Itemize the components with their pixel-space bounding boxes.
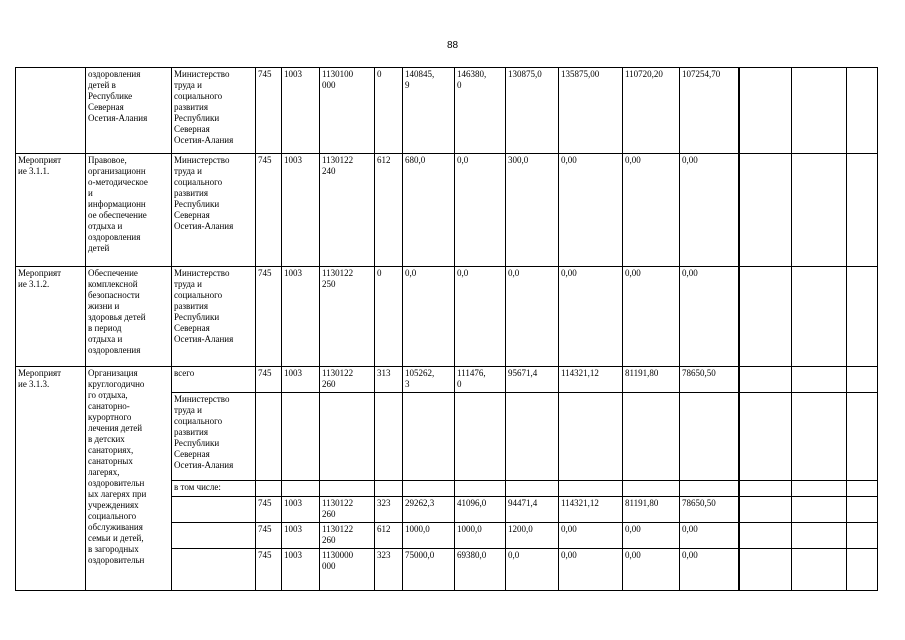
executor-cell: в том числе: — [172, 481, 256, 497]
value-cell: 78650,50 — [680, 367, 739, 393]
value-cell: 94471,4 — [506, 497, 559, 523]
value-cell: 0,00 — [559, 549, 623, 591]
empty-cell — [375, 481, 403, 497]
rz-cell: 1003 — [282, 154, 320, 267]
value-cell: 1000,0 — [403, 523, 455, 549]
empty-cell — [792, 523, 847, 549]
value-cell: 0,00 — [559, 154, 623, 267]
value-cell: 300,0 — [506, 154, 559, 267]
empty-cell — [506, 481, 559, 497]
empty-cell — [847, 393, 878, 481]
value-cell: 0,00 — [680, 549, 739, 591]
empty-cell — [739, 481, 792, 497]
empty-cell — [623, 393, 680, 481]
empty-cell — [455, 393, 506, 481]
empty-cell — [792, 549, 847, 591]
vr-cell: 323 — [375, 549, 403, 591]
rz-cell: 1003 — [282, 523, 320, 549]
empty-cell — [792, 68, 847, 154]
empty-cell — [792, 267, 847, 367]
grbs-cell: 745 — [256, 267, 282, 367]
empty-cell — [847, 154, 878, 267]
csr-cell: 1130122 260 — [320, 497, 375, 523]
grbs-cell: 745 — [256, 497, 282, 523]
empty-cell — [847, 523, 878, 549]
value-cell: 0,00 — [559, 267, 623, 367]
rz-cell: 1003 — [282, 549, 320, 591]
executor-cell — [172, 497, 256, 523]
csr-cell: 1130122 260 — [320, 523, 375, 549]
value-cell: 0,0 — [403, 267, 455, 367]
empty-cell — [282, 481, 320, 497]
event-name-cell: оздоровления детей в Республике Северная Осетия-Алания — [86, 68, 172, 154]
empty-cell — [847, 68, 878, 154]
table-row — [16, 367, 878, 393]
executor-cell — [172, 549, 256, 591]
value-cell: 0,00 — [623, 267, 680, 367]
vr-cell: 323 — [375, 497, 403, 523]
empty-cell — [847, 367, 878, 393]
value-cell: 78650,50 — [680, 497, 739, 523]
empty-cell — [623, 481, 680, 497]
empty-cell — [256, 393, 282, 481]
empty-cell — [792, 497, 847, 523]
empty-cell — [403, 393, 455, 481]
value-cell: 0,00 — [623, 523, 680, 549]
vr-cell: 313 — [375, 367, 403, 393]
empty-cell — [320, 481, 375, 497]
rz-cell: 1003 — [282, 497, 320, 523]
empty-cell — [680, 481, 739, 497]
value-cell: 0,00 — [559, 523, 623, 549]
vr-cell: 0 — [375, 267, 403, 367]
value-cell: 29262,3 — [403, 497, 455, 523]
empty-cell — [256, 481, 282, 497]
empty-cell — [739, 393, 792, 481]
empty-cell — [792, 367, 847, 393]
empty-cell — [739, 154, 792, 267]
table-row — [16, 154, 878, 267]
empty-cell — [739, 523, 792, 549]
value-cell: 146380, 0 — [455, 68, 506, 154]
value-cell: 1000,0 — [455, 523, 506, 549]
executor-cell: Министерство труда и социального развития Республики Северная Осетия-Алания — [172, 68, 256, 154]
table-row — [16, 68, 878, 154]
value-cell: 0,00 — [680, 154, 739, 267]
code-cell — [16, 68, 86, 154]
empty-cell — [506, 393, 559, 481]
rz-cell: 1003 — [282, 267, 320, 367]
page-number: 88 — [446, 40, 459, 51]
value-cell: 0,0 — [506, 267, 559, 367]
empty-cell — [792, 393, 847, 481]
code-cell: Мероприят ие 3.1.1. — [16, 154, 86, 267]
grbs-cell: 745 — [256, 68, 282, 154]
empty-cell — [375, 393, 403, 481]
empty-cell — [559, 393, 623, 481]
value-cell: 0,00 — [680, 523, 739, 549]
value-cell: 114321,12 — [559, 367, 623, 393]
value-cell: 680,0 — [403, 154, 455, 267]
vr-cell: 612 — [375, 154, 403, 267]
value-cell: 0,0 — [506, 549, 559, 591]
empty-cell — [320, 393, 375, 481]
event-name-cell: Обеспечение комплексной безопасности жизни и здоровья детей в период отдыха и оздоровления — [86, 267, 172, 367]
code-cell: Мероприят ие 3.1.3. — [16, 367, 86, 591]
grbs-cell: 745 — [256, 367, 282, 393]
csr-cell: 1130100 000 — [320, 68, 375, 154]
value-cell: 140845, 9 — [403, 68, 455, 154]
executor-cell: Министерство труда и социального развития Республики Северная Осетия-Алания — [172, 393, 256, 481]
grbs-cell: 745 — [256, 549, 282, 591]
event-name-cell: Организация круглогодично го отдыха, санаторно- курортного лечения детей в детских санаториях, санаторных лагерях, оздоровительн ых лагерях при учреждениях социального обслуживания семьи и детей, в загородных оздоровительн — [86, 367, 172, 591]
grbs-cell: 745 — [256, 523, 282, 549]
value-cell: 0,0 — [455, 154, 506, 267]
value-cell: 69380,0 — [455, 549, 506, 591]
value-cell: 114321,12 — [559, 497, 623, 523]
value-cell: 130875,0 — [506, 68, 559, 154]
value-cell: 105262, 3 — [403, 367, 455, 393]
csr-cell: 1130122 250 — [320, 267, 375, 367]
empty-cell — [282, 393, 320, 481]
executor-cell — [172, 523, 256, 549]
empty-cell — [559, 481, 623, 497]
event-name-cell: Правовое, организационн о-методическое и информационн ое обеспечение отдыха и оздоровления детей — [86, 154, 172, 267]
grbs-cell: 745 — [256, 154, 282, 267]
value-cell: 0,00 — [623, 549, 680, 591]
value-cell: 95671,4 — [506, 367, 559, 393]
empty-cell — [739, 549, 792, 591]
value-cell: 81191,80 — [623, 367, 680, 393]
csr-cell: 1130000 000 — [320, 549, 375, 591]
empty-cell — [403, 481, 455, 497]
code-cell: Мероприят ие 3.1.2. — [16, 267, 86, 367]
empty-cell — [847, 267, 878, 367]
empty-cell — [792, 481, 847, 497]
value-cell: 111476, 0 — [455, 367, 506, 393]
empty-cell — [739, 367, 792, 393]
empty-cell — [739, 68, 792, 154]
csr-cell: 1130122 260 — [320, 367, 375, 393]
rz-cell: 1003 — [282, 68, 320, 154]
empty-cell — [847, 481, 878, 497]
empty-cell — [739, 497, 792, 523]
value-cell: 0,00 — [623, 154, 680, 267]
value-cell: 81191,80 — [623, 497, 680, 523]
value-cell: 1200,0 — [506, 523, 559, 549]
empty-cell — [792, 154, 847, 267]
executor-cell: Министерство труда и социального развития Республики Северная Осетия-Алания — [172, 154, 256, 267]
value-cell: 110720,20 — [623, 68, 680, 154]
value-cell: 0,0 — [455, 267, 506, 367]
value-cell: 135875,00 — [559, 68, 623, 154]
value-cell: 0,00 — [680, 267, 739, 367]
empty-cell — [847, 549, 878, 591]
executor-cell: Министерство труда и социального развития Республики Северная Осетия-Алания — [172, 267, 256, 367]
csr-cell: 1130122 240 — [320, 154, 375, 267]
empty-cell — [680, 393, 739, 481]
value-cell: 75000,0 — [403, 549, 455, 591]
executor-cell: всего — [172, 367, 256, 393]
vr-cell: 0 — [375, 68, 403, 154]
value-cell: 41096,0 — [455, 497, 506, 523]
empty-cell — [847, 497, 878, 523]
rz-cell: 1003 — [282, 367, 320, 393]
table-row — [16, 267, 878, 367]
budget-table — [15, 67, 878, 591]
empty-cell — [455, 481, 506, 497]
value-cell: 107254,70 — [680, 68, 739, 154]
vr-cell: 612 — [375, 523, 403, 549]
empty-cell — [739, 267, 792, 367]
